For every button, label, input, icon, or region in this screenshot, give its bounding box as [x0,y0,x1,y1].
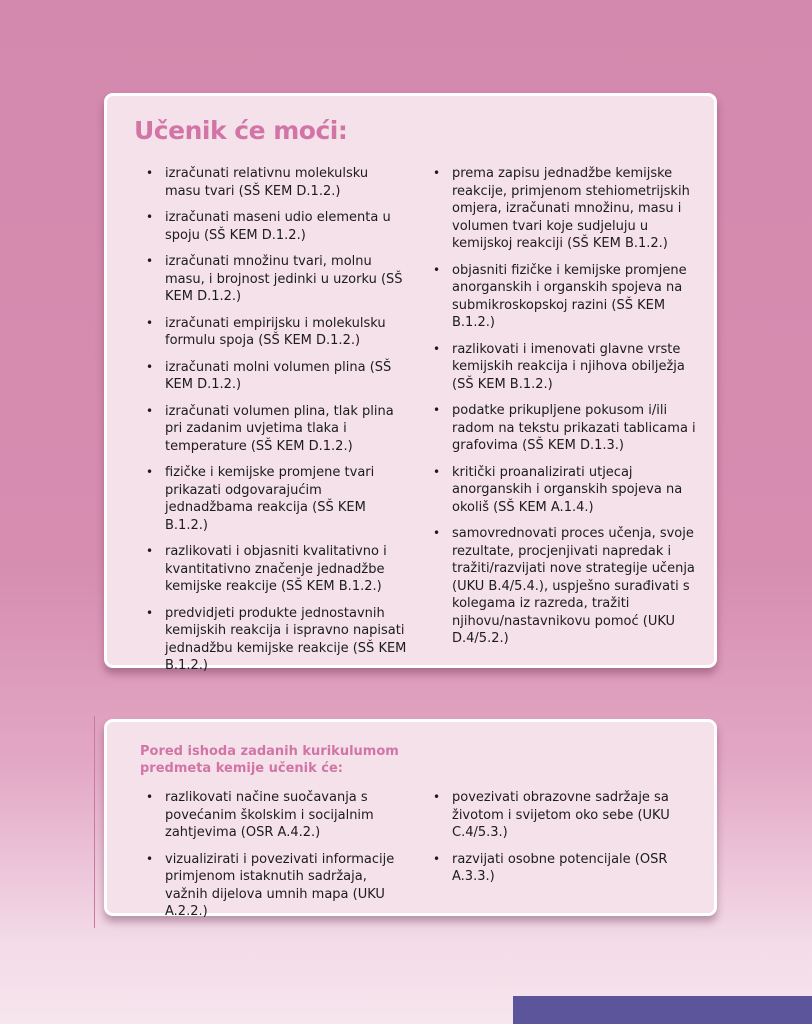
list-item: • predvidjeti produkte jednostavnih kemijskih reakcija i ispravno napisati jednadžbu kemijske reakcije (SŠ KEM B.1.2.) [142,605,407,675]
list-item: • objasniti fizičke i kemijske promjene anorganskih i organskih spojeva na submikroskopskoj razini (SŠ KEM B.1.2.) [429,262,697,332]
cross-curricular-title: Pored ishoda zadanih kurikulumom predmeta kemije učenik će: [140,744,399,776]
list-item: • podatke prikupljene pokusom i/ili radom na tekstu prikazati tablicama i grafovima (SŠ KEM D.1.3.) [429,402,697,455]
page-corner-bar [513,996,812,1024]
list-item: • izračunati množinu tvari, molnu masu, i brojnost jedinki u uzorku (SŠ KEM D.1.2.) [142,253,407,306]
list-item: • kritički proanalizirati utjecaj anorganskih i organskih spojeva na okoliš (SŠ KEM A.1.4.) [429,464,697,517]
list-item: • izračunati empirijsku i molekulsku formulu spoja (SŠ KEM D.1.2.) [142,315,407,350]
list-item: • izračunati molni volumen plina (SŠ KEM D.1.2.) [142,359,407,394]
list-item: • povezivati obrazovne sadržaje sa životom i svijetom oko sebe (UKU C.4/5.3.) [429,789,689,842]
list-item: • razvijati osobne potencijale (OSR A.3.3.) [429,851,689,886]
outcomes-title: Učenik će moći: [134,116,348,145]
cross-curricular-card [104,719,717,919]
outcomes-list-left [142,165,407,684]
margin-line [94,716,95,928]
list-item: • samovrednovati proces učenja, svoje rezultate, procjenjivati napredak i tražiti/razvijati nove strategije učenja (UKU B.4/5.4.), uspješno surađivati s kolegama iz razreda, tražiti njihovu/nastavnikovu pomoć (UKU D.4/5.2.) [429,525,697,648]
list-item: • izračunati volumen plina, tlak plina pri zadanim uvjetima tlaka i temperature (SŠ KEM D.1.2.) [142,403,407,456]
list-item: • izračunati maseni udio elementa u spoju (SŠ KEM D.1.2.) [142,209,407,244]
list-item: • izračunati relativnu molekulsku masu tvari (SŠ KEM D.1.2.) [142,165,407,200]
list-item: • razlikovati načine suočavanja s povećanim školskim i socijalnim zahtjevima (OSR A.4.2.) [142,789,402,842]
list-item: • prema zapisu jednadžbe kemijske reakcije, primjenom stehiometrijskih omjera, izračunati množinu, masu i volumen tvari koje sudjeluju u kemijskoj reakciji (SŠ KEM B.1.2.) [429,165,697,253]
list-item: • razlikovati i objasniti kvalitativno i kvantitativno značenje jednadžbe kemijske reakcije (SŠ KEM B.1.2.) [142,543,407,596]
list-item: • fizičke i kemijske promjene tvari prikazati odgovarajućim jednadžbama reakcija (SŠ KEM B.1.2.) [142,464,407,534]
cross-curricular-list-left [142,789,402,930]
outcomes-list-right [429,165,697,657]
list-item: • vizualizirati i povezivati informacije primjenom istaknutih sadržaja, važnih dijelova umnih mapa (UKU A.2.2.) [142,851,402,921]
cross-curricular-list-right [429,789,689,895]
list-item: • razlikovati i imenovati glavne vrste kemijskih reakcija i njihova obilježja (SŠ KEM B.1.2.) [429,341,697,394]
learning-outcomes-card [104,93,717,673]
